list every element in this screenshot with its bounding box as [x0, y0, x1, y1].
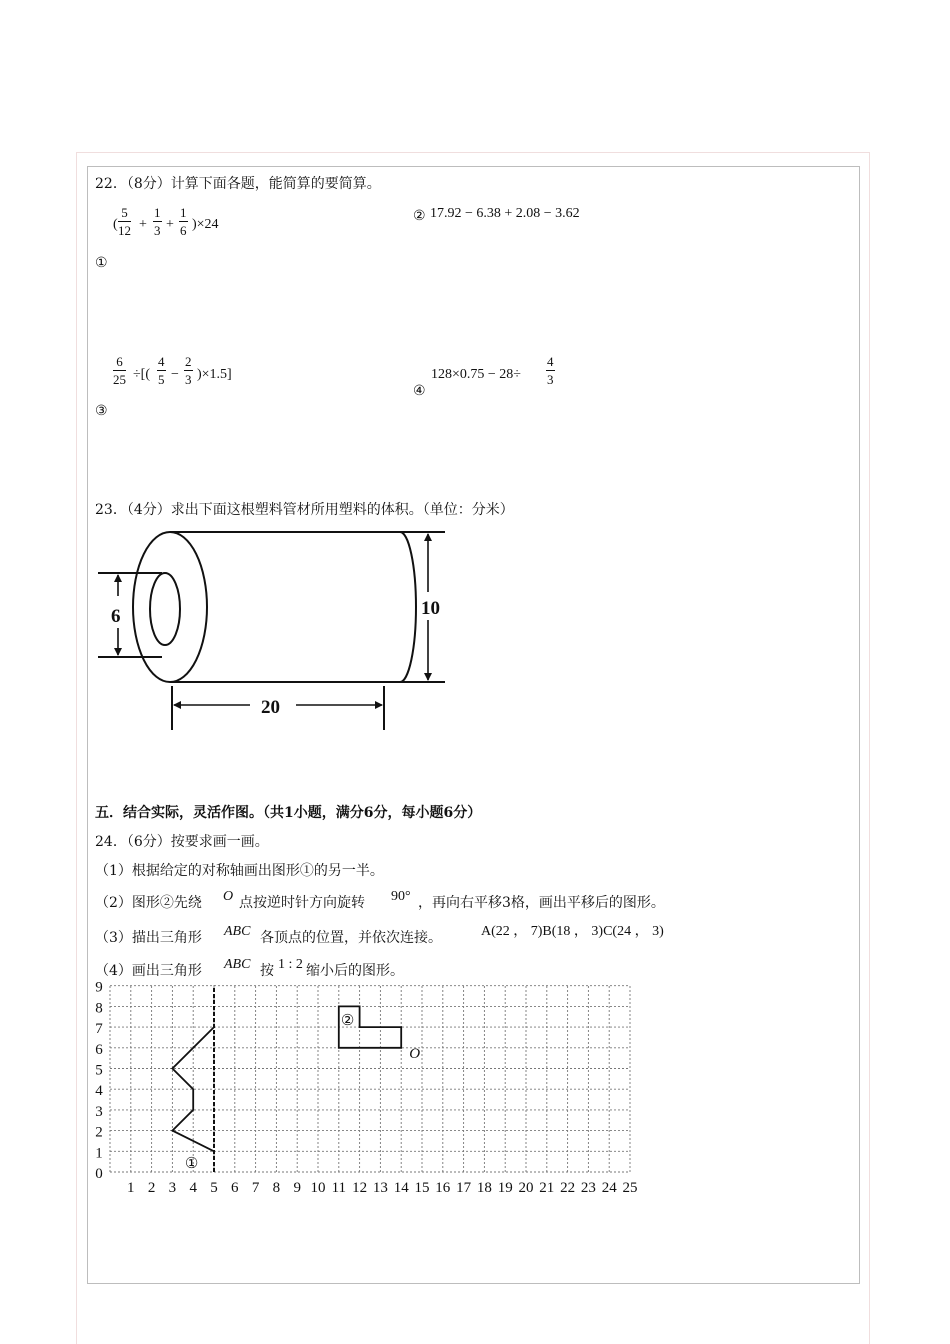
q22-circle-3: ③ — [95, 403, 108, 419]
shape-1-label: ① — [184, 1155, 199, 1172]
dim-outer-label: 10 — [421, 598, 440, 619]
y-tick-label: 3 — [95, 1103, 103, 1120]
q23-title: 23．（4分）求出下面这根塑料管材所用塑料的体积。（单位：分米） — [95, 502, 514, 518]
y-tick-label: 0 — [95, 1166, 103, 1182]
x-tick-label: 15 — [414, 1180, 430, 1196]
x-tick-label: 17 — [456, 1180, 472, 1196]
x-tick-label: 16 — [435, 1180, 451, 1196]
x-tick-label: 11 — [331, 1180, 347, 1196]
q22-circle-4: ④ — [413, 383, 426, 399]
x-tick-label: 1 — [127, 1180, 135, 1196]
q22-title: 22．（8分）计算下面各题，能简算的要简算。 — [95, 176, 381, 192]
coordinate-grid — [88, 982, 648, 1197]
x-tick-label: 3 — [168, 1180, 177, 1196]
x-tick-label: 9 — [293, 1180, 301, 1196]
x-tick-label: 13 — [372, 1180, 388, 1196]
x-tick-label: 22 — [560, 1180, 576, 1196]
q22-circle-2: ② — [413, 208, 426, 224]
x-tick-label: 7 — [251, 1180, 260, 1196]
x-tick-label: 24 — [601, 1180, 617, 1196]
dim-inner-label: 6 — [111, 606, 121, 627]
y-tick-label: 1 — [95, 1145, 103, 1162]
x-tick-label: 8 — [272, 1180, 281, 1196]
x-tick-label: 23 — [580, 1180, 596, 1196]
x-tick-label: 12 — [352, 1180, 368, 1196]
shape-2-label: ② — [340, 1013, 355, 1030]
x-tick-label: 6 — [231, 1180, 239, 1196]
q22-expr-2: 17.92 − 6.38 + 2.08 − 3.62 — [430, 206, 580, 221]
q22-circle-1: ① — [95, 255, 108, 271]
x-tick-label: 5 — [210, 1180, 218, 1196]
q24-title: 24．（6分）按要求画一画。 — [95, 834, 269, 850]
y-tick-label: 5 — [95, 1062, 103, 1079]
section5-title: 五．结合实际，灵活作图。（共1小题，满分6分，每小题6分） — [95, 805, 482, 821]
x-tick-label: 4 — [189, 1180, 197, 1196]
x-tick-label: 25 — [622, 1180, 638, 1196]
x-tick-label: 2 — [147, 1180, 156, 1196]
x-tick-label: 10 — [310, 1180, 326, 1196]
x-tick-label: 20 — [518, 1180, 534, 1196]
y-tick-label: 6 — [95, 1041, 103, 1058]
y-tick-label: 9 — [95, 982, 103, 996]
y-tick-label: 7 — [95, 1021, 103, 1038]
y-tick-label: 2 — [95, 1124, 103, 1141]
q24-step1: （1）根据给定的对称轴画出图形①的另一半。 — [95, 863, 384, 879]
x-tick-label: 21 — [539, 1180, 555, 1196]
x-tick-label: 18 — [476, 1180, 492, 1196]
x-tick-label: 14 — [393, 1180, 409, 1196]
point-o-label: O — [409, 1045, 421, 1062]
dim-length-label: 20 — [261, 697, 280, 718]
y-tick-label: 8 — [95, 1000, 103, 1017]
x-tick-label: 19 — [497, 1180, 513, 1196]
pipe-diagram — [92, 524, 452, 736]
y-tick-label: 4 — [95, 1083, 103, 1100]
